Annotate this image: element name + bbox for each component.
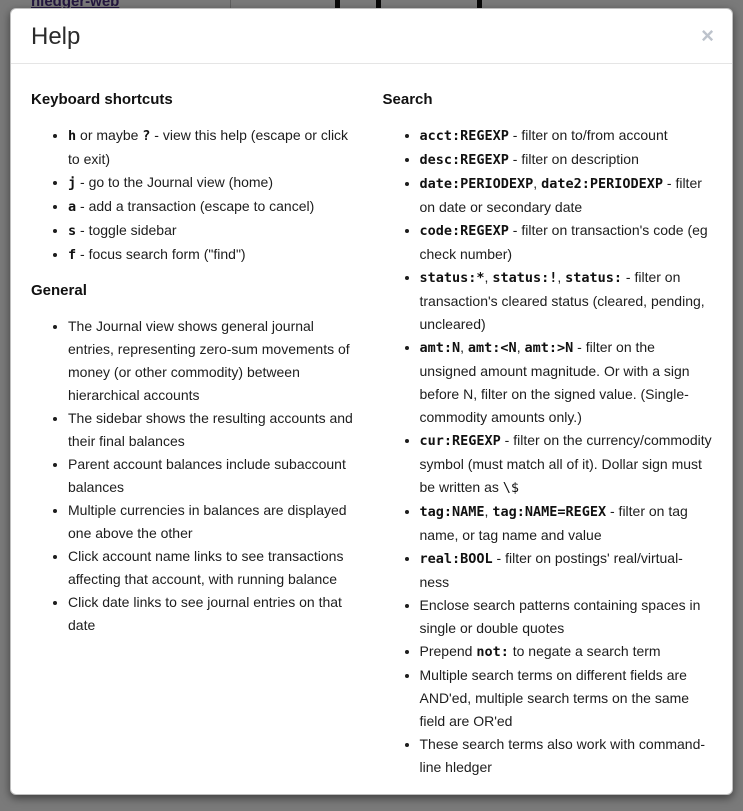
code-span: date:PERIODEXP: [419, 176, 534, 192]
list-item: • Multiple currencies in balances are displayed one above the other: [68, 499, 361, 545]
code-span: f: [68, 247, 77, 263]
modal-title: Help: [31, 23, 81, 50]
list-item: • Prepend not: to negate a search term: [420, 640, 713, 664]
list-item: • Multiple search terms on different fields are AND'ed, multiple search terms on the same field are OR'ed: [420, 664, 713, 733]
list-item: • Enclose search patterns containing spaces in single or double quotes: [420, 594, 713, 640]
list-item: • code:REGEXP - filter on transaction's code (eg check number): [420, 219, 713, 266]
code-span: code:REGEXP: [419, 223, 509, 239]
section-list: [31, 124, 361, 267]
list-item: • real:BOOL - filter on postings' real/virtual-ness: [420, 547, 713, 594]
code-span: amt:N: [419, 340, 461, 356]
close-icon[interactable]: ×: [701, 23, 714, 48]
section-heading: Search: [382, 91, 433, 108]
code-span: amt:>N: [524, 340, 574, 356]
modal-header: [11, 9, 732, 64]
column-left: [31, 76, 361, 793]
list-item: • These search terms also work with command-line hledger: [420, 733, 713, 779]
code-span: h: [68, 128, 77, 144]
list-item: • tag:NAME, tag:NAME=REGEX - filter on tag name, or tag name and value: [420, 500, 713, 547]
list-item: • Click date links to see journal entries on that date: [68, 591, 361, 637]
section-heading: General: [31, 282, 87, 299]
code-span: real:BOOL: [419, 551, 493, 567]
code-span: amt:<N: [467, 340, 517, 356]
list-item: • amt:N, amt:<N, amt:>N - filter on the unsigned amount magnitude. Or with a sign before N, filter on the signed value. (Single-commodity amounts only.): [420, 336, 713, 429]
section-list: [383, 124, 713, 779]
code-span: \$: [502, 480, 520, 496]
list-item: • j - go to the Journal view (home): [68, 171, 361, 195]
code-span: a: [68, 199, 77, 215]
list-item: • date:PERIODEXP, date2:PERIODEXP - filter on date or secondary date: [420, 172, 713, 219]
section-list: [31, 315, 361, 637]
column-right: [383, 76, 713, 793]
code-span: tag:NAME=REGEX: [492, 504, 607, 520]
section-heading: Keyboard shortcuts: [31, 91, 173, 108]
list-item: • f - focus search form ("find"): [68, 243, 361, 267]
list-item: • The sidebar shows the resulting accounts and their final balances: [68, 407, 361, 453]
list-item: • Click account name links to see transactions affecting that account, with running balance: [68, 545, 361, 591]
list-item: • cur:REGEXP - filter on the currency/commodity symbol (must match all of it). Dollar sign must be written as \$: [420, 429, 713, 500]
list-item: • h or maybe ? - view this help (escape or click to exit): [68, 124, 361, 171]
list-item: • Parent account balances include subaccount balances: [68, 453, 361, 499]
list-item: • The Journal view shows general journal entries, representing zero-sum movements of money (or other commodity) between hierarchical accounts: [68, 315, 361, 407]
list-item: • status:*, status:!, status: - filter on transaction's cleared status (cleared, pending, uncleared): [420, 266, 713, 336]
list-item: • acct:REGEXP - filter on to/from account: [420, 124, 713, 148]
code-span: tag:NAME: [419, 504, 485, 520]
code-span: date2:PERIODEXP: [541, 176, 663, 192]
code-span: status:!: [492, 270, 558, 286]
code-span: desc:REGEXP: [419, 152, 509, 168]
code-span: cur:REGEXP: [419, 433, 501, 449]
code-span: status:*: [419, 270, 485, 286]
code-span: status:: [565, 270, 623, 286]
code-span: ?: [142, 128, 151, 144]
list-item: • s - toggle sidebar: [68, 219, 361, 243]
code-span: acct:REGEXP: [419, 128, 509, 144]
list-item: • a - add a transaction (escape to cancel): [68, 195, 361, 219]
code-span: not:: [476, 644, 509, 660]
list-item: • desc:REGEXP - filter on description: [420, 148, 713, 172]
help-modal: [10, 8, 733, 795]
code-span: s: [68, 223, 77, 239]
modal-body: [11, 64, 732, 795]
code-span: j: [68, 175, 77, 191]
